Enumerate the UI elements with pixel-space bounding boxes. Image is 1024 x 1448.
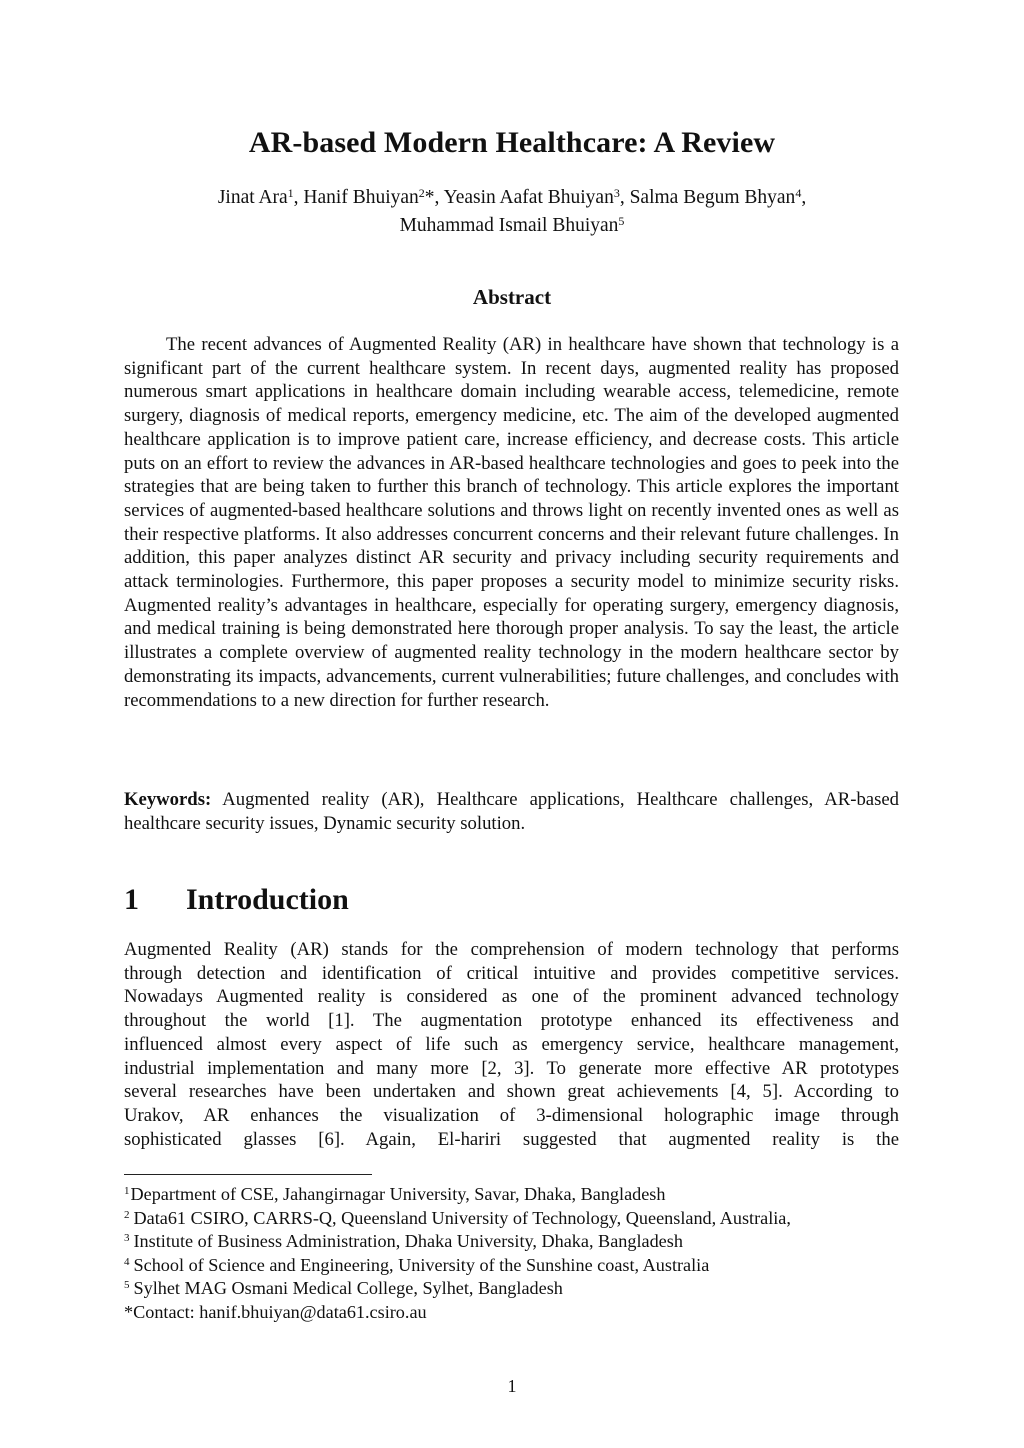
page-number: 1 (507, 1376, 517, 1396)
footnote (124, 1277, 924, 1301)
author-name: Muhammad Ismail Bhuiyan (399, 215, 619, 236)
keywords-text: Augmented reality (AR), Healthcare applications, Healthcare challenges, AR-based healthcare security issues, Dynamic security solution. (124, 789, 900, 834)
footnote-mark: 5 (124, 1279, 130, 1292)
text-line: Augmented Reality (AR) stands for the comprehension of modern technology that performs (124, 939, 899, 960)
author-separator: , (619, 187, 630, 208)
text-line: influenced almost every aspect of life such as emergency service, healthcare management, (124, 1033, 899, 1055)
footnote-mark: 3 (124, 1232, 130, 1245)
keywords (124, 788, 899, 835)
footnote (124, 1254, 924, 1278)
section-number: 1 (124, 883, 139, 916)
text-line: industrial implementation and many more [2, 3]. To generate more effective AR prototypes (124, 1057, 899, 1079)
footnote-mark: 4 (124, 1255, 130, 1268)
affiliation-mark: 4 (795, 186, 802, 200)
footnote-text: Sylhet MAG Osmani Medical College, Sylhet, Bangladesh (133, 1278, 563, 1299)
text-line: Urakov, AR enhances the visualization of 3-dimensional holographic image through (124, 1104, 899, 1126)
section-heading (124, 880, 349, 920)
affiliation-mark: 3 (613, 186, 620, 200)
footnote-text: Department of CSE, Jahangirnagar University, Savar, Dhaka, Bangladesh (130, 1184, 666, 1204)
footnote-text: Institute of Business Administration, Dhaka University, Dhaka, Bangladesh (133, 1231, 683, 1252)
section-title: Introduction (186, 883, 349, 916)
footnote-mark: 1 (124, 1185, 130, 1197)
footnote (124, 1207, 924, 1231)
footnote-text: School of Science and Engineering, University of the Sunshine coast, Australia (133, 1254, 710, 1275)
author-list (100, 184, 924, 240)
affiliation-mark: 1 (287, 186, 294, 200)
author-name: Hanif Bhuiyan (303, 187, 419, 208)
abstract-heading: Abstract (472, 285, 552, 309)
paper-title: AR-based Modern Healthcare: A Review (248, 126, 776, 159)
author-line-1 (100, 184, 924, 212)
author-separator: , (293, 187, 304, 208)
author-name: Yeasin Aafat Bhuiyan (443, 187, 614, 208)
author-separator: , (801, 187, 807, 208)
footnote-mark: 2 (124, 1208, 130, 1221)
text-line: throughout the world [1]. The augmentation prototype enhanced its effectiveness and (124, 1010, 899, 1032)
author-name: Jinat Ara (217, 187, 288, 208)
abstract-text: The recent advances of Augmented Reality (AR) in healthcare have shown that technology is a significant part of the current healthcare system. In recent days, augmented reality has proposed numerous smart applications in healthcare domain including wearable access, telemedicine, remote surgery, diagnosis of medical reports, emergency medicine, etc. The aim of the developed augmented healthcare application is to improve patient care, increase efficiency, and decrease costs. This article puts on an effort to review the advances in AR-based healthcare technologies and goes to peek into the strategies that are being taken to further this branch of technology. This article explores the important services of augmented-based healthcare solutions and throws light on recently invented ones as well as their respective platforms. It also addresses concurrent concerns and their relevant future challenges. In addition, this paper analyzes distinct AR security and privacy including security requirements and attack terminologies. Furthermore, this paper proposes a security model to minimize security risks. Augmented reality’s advantages in healthcare, especially for operating surgery, emergency diagnosis, and medical training is being demonstrated here thorough proper analysis. To say the least, the article illustrates a complete overview of augmented reality technology in the modern healthcare sector by demonstrating its impacts, advancements, current vulnerabilities; future challenges, and concludes with recommendations to a new direction for further research. (124, 334, 899, 711)
text-line: Nowadays Augmented reality is considered as one of the prominent advanced technology (124, 986, 899, 1008)
text-line: through detection and identification of critical intuitive and provides competitive services. (124, 962, 899, 984)
introduction-text (124, 938, 899, 1151)
footnote (124, 1183, 924, 1207)
text-line: sophisticated glasses [6]. Again, El-hariri suggested that augmented reality is the (124, 1128, 899, 1150)
footnote (124, 1230, 924, 1254)
author-separator: *, (424, 187, 444, 208)
footnotes (124, 1183, 924, 1325)
author-line-2 (100, 212, 924, 240)
footnote-divider (124, 1174, 372, 1175)
affiliation-mark: 2 (418, 186, 425, 200)
keywords-label: Keywords: (124, 789, 212, 810)
text-line: several researches have been undertaken and shown great achievements [4, 5]. According to (124, 1081, 899, 1103)
affiliation-mark: 5 (618, 214, 625, 228)
author-name: Salma Begum Bhyan (629, 187, 796, 208)
footnote-text: Data61 CSIRO, CARRS-Q, Queensland University of Technology, Queensland, Australia, (133, 1207, 791, 1228)
contact-email: *Contact: hanif.bhuiyan@data61.csiro.au (124, 1301, 427, 1322)
